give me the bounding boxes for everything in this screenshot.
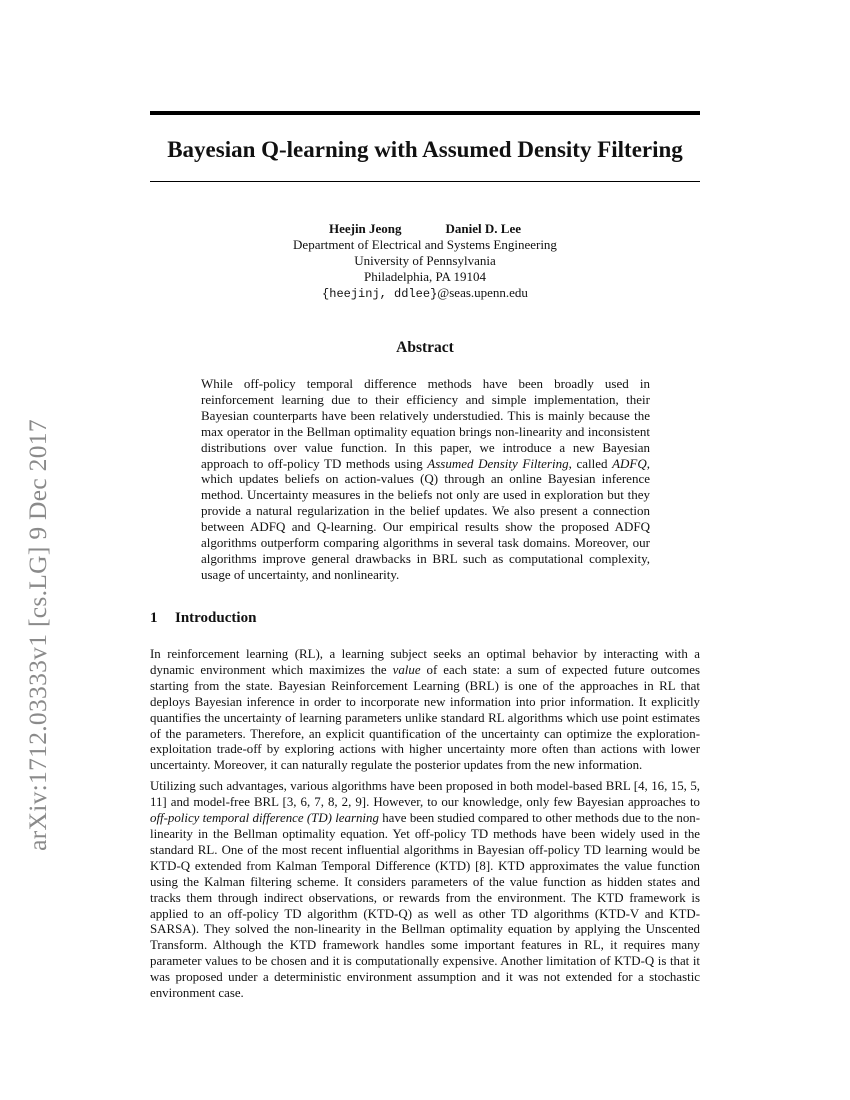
title-bottom-rule — [150, 181, 700, 182]
author-name: Daniel D. Lee — [445, 221, 522, 236]
email-domain: @seas.upenn.edu — [437, 285, 528, 300]
introduction-body — [150, 647, 700, 1007]
author-department: Department of Electrical and Systems Engineering — [293, 237, 557, 252]
author-names — [150, 221, 700, 237]
title-top-rule — [150, 111, 700, 115]
section-number: 1 — [150, 610, 158, 626]
author-university: University of Pennsylvania — [354, 253, 496, 268]
abstract-heading: Abstract — [396, 339, 454, 356]
author-name: Heejin Jeong — [328, 221, 402, 236]
paragraph: Utilizing such advantages, various algorithms have been proposed in both model-based BRL [4, 16, 15, 5, 11] and model-free BRL [3, 6, 7, 8, 2, 9]. However, to our knowledge, only few Bayesian approaches to off-policy temporal difference (TD) learning have been studied compared to other methods due to the non-linearity in the Bellman optimality equation. Yet off-policy TD methods have been widely used in the standard RL. One of the most recent influential algorithms in Bayesian off-policy TD learning would be KTD-Q extended from Kalman Temporal Difference (KTD) [8]. KTD approximates the value function using the Kalman filtering scheme. It considers parameters of the value function as hidden states and tracks them through indirect observations, or rewards from the environment. The KTD framework is applied to an off-policy TD algorithm (KTD-Q) as well as other TD algorithms (KTD-V and KTD-SARSA). They solved the non-linearity in the Bellman optimality equation by applying the Unscented Transform. Although the KTD framework handles some important features in RL, it requires many parameter values to be chosen and it is computationally expensive. Another limitation of KTD-Q is that it was proposed under a deterministic environment assumption and it was not extended for a stochastic environment case. — [150, 779, 701, 1001]
section-heading-introduction — [150, 610, 256, 627]
section-title: Introduction — [175, 610, 257, 626]
author-city: Philadelphia, PA 19104 — [364, 269, 486, 284]
paragraph: In reinforcement learning (RL), a learning subject seeks an optimal behavior by interacting with a dynamic environment which maximizes the value of each state: a sum of expected future outcomes starting from the state. Bayesian Reinforcement Learning (BRL) is one of the approaches in RL that deploys Bayesian inference in order to incorporate new information into prior information. It explicitly quantifies the uncertainty of learning parameters unlike standard RL algorithms which use point estimates of the parameters. Therefore, an explicit quantification of the uncertainty can optimize the exploration-exploitation trade-off by exploring actions with higher uncertainty more often than actions with lower uncertainty. Moreover, it can naturally regulate the posterior updates from the new information. — [150, 647, 700, 773]
arxiv-identifier-stamp: arXiv:1712.03333v1 [cs.LG] 9 Dec 2017 — [23, 419, 52, 851]
author-email — [150, 285, 700, 302]
author-block — [150, 221, 700, 302]
abstract-text: While off-policy temporal difference methods have been broadly used in reinforcement learning due to their efficiency and simple implementation, their Bayesian counterparts have been relatively understudied. This is mainly because the max operator in the Bellman optimality equation brings non-linearity and inconsistent distributions over value function. In this paper, we introduce a new Bayesian approach to off-policy TD methods using Assumed Density Filtering, called ADFQ, which updates beliefs on action-values (Q) through an online Bayesian inference method. Uncertainty measures in the beliefs not only are used in exploration but they provide a natural regularization in the belief updates. We also present a connection between ADFQ and Q-learning. Our empirical results show the proposed ADFQ algorithms outperform comparing algorithms in several task domains. Moreover, our algorithms improve general drawbacks in BRL such as computational complexity, usage of uncertainty, and nonlinearity. — [201, 376, 650, 582]
email-users: {heejinj, ddlee} — [322, 287, 438, 301]
paper-title: Bayesian Q-learning with Assumed Density Filtering — [167, 137, 683, 162]
